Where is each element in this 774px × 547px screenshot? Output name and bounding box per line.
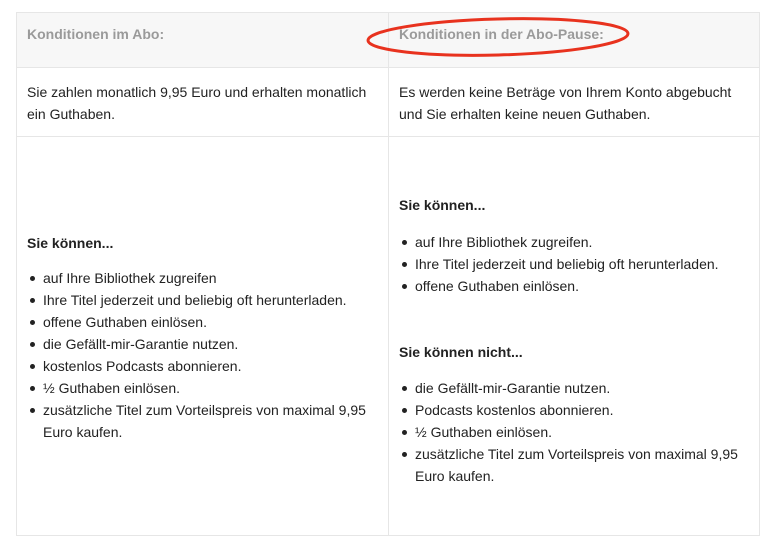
list-item: Ihre Titel jederzeit und beliebig oft herunterladen.	[399, 253, 739, 275]
description-subscription-pause: Es werden keine Beträge von Ihrem Konto abgebucht und Sie erhalten keine neuen Guthaben.	[399, 84, 732, 122]
description-subscription: Sie zahlen monatlich 9,95 Euro und erhalten monatlich ein Guthaben.	[27, 84, 367, 122]
conditions-table	[16, 12, 760, 536]
list-item: auf Ihre Bibliothek zugreifen	[27, 267, 367, 289]
list-item: kostenlos Podcasts abonnieren.	[27, 355, 367, 377]
list-item: ½ Guthaben einlösen.	[27, 377, 367, 399]
right-cannot-title: Sie können nicht...	[399, 344, 523, 360]
column-divider	[388, 13, 389, 535]
list-item: die Gefällt-mir-Garantie nutzen.	[399, 377, 739, 399]
list-item: die Gefällt-mir-Garantie nutzen.	[27, 333, 367, 355]
right-can-list	[399, 231, 739, 297]
list-item: offene Guthaben einlösen.	[399, 275, 739, 297]
list-item: Ihre Titel jederzeit und beliebig oft herunterladen.	[27, 289, 367, 311]
list-item: ½ Guthaben einlösen.	[399, 421, 739, 443]
list-item: zusätzliche Titel zum Vorteilspreis von maximal 9,95 Euro kaufen.	[27, 399, 367, 443]
list-item: offene Guthaben einlösen.	[27, 311, 367, 333]
header-subscription-pause: Konditionen in der Abo-Pause:	[399, 26, 604, 42]
list-item: Podcasts kostenlos abonnieren.	[399, 399, 739, 421]
left-can-list	[27, 267, 367, 443]
right-can-title: Sie können...	[399, 197, 486, 213]
header-subscription: Konditionen im Abo:	[27, 26, 165, 42]
left-can-title: Sie können...	[27, 235, 114, 251]
right-cannot-list	[399, 377, 739, 487]
list-item: auf Ihre Bibliothek zugreifen.	[399, 231, 739, 253]
list-item: zusätzliche Titel zum Vorteilspreis von maximal 9,95 Euro kaufen.	[399, 443, 739, 487]
